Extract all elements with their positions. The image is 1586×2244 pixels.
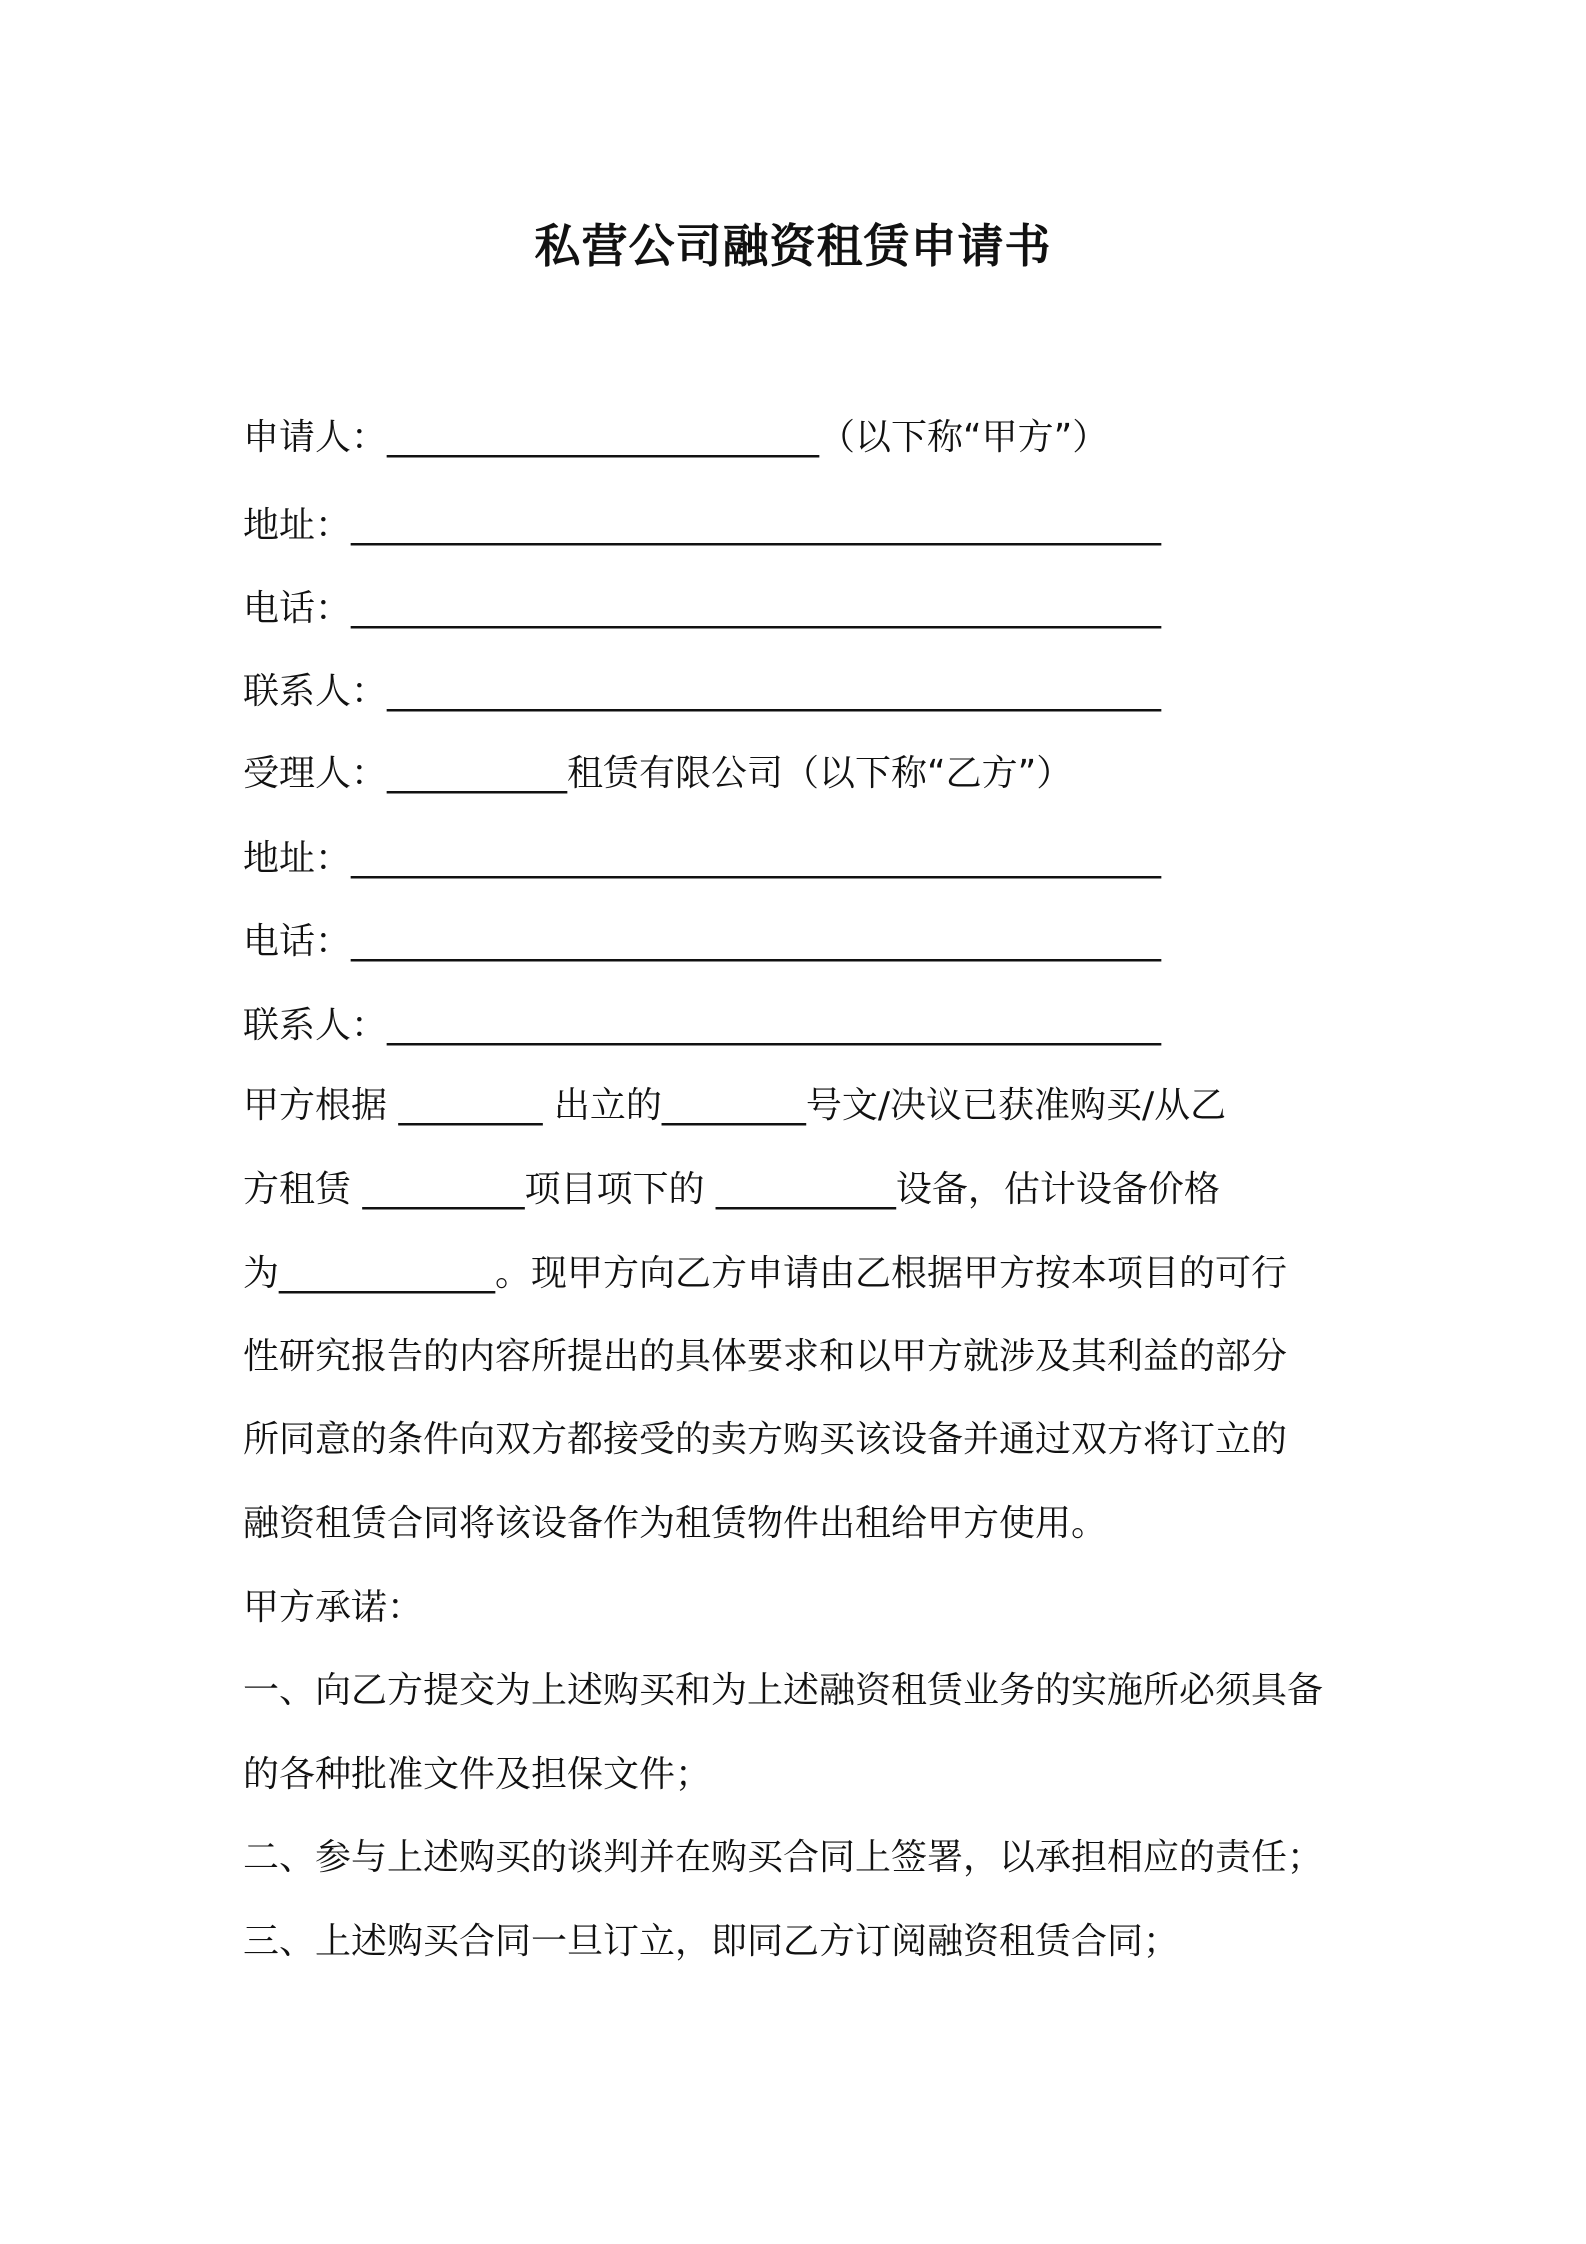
acceptor-contact-line: 联系人：___________________________________________: [243, 1005, 1162, 1046]
applicant-phone-line: 电话：_____________________________________________: [243, 588, 1162, 629]
commitment-item: 一、向乙方提交为上述购买和为上述融资租赁业务的实施所必须具备: [243, 1670, 1324, 1711]
acceptor-phone-line: 电话：_____________________________________________: [243, 921, 1162, 962]
acceptor-address-line: 地址：_____________________________________________: [243, 838, 1162, 879]
body-text-line: 甲方根据 ________ 出立的________号文/决议已获准购买/从乙: [243, 1085, 1227, 1126]
body-text-line: 方租赁 _________项目项下的 __________设备，估计设备价格: [243, 1169, 1220, 1210]
body-text-line: 为____________。现甲方向乙方申请由乙根据甲方按本项目的可行: [243, 1253, 1288, 1294]
commitment-item: 三、上述购买合同一旦订立，即同乙方订阅融资租赁合同；: [243, 1921, 1180, 1962]
body-text-line: 融资租赁合同将该设备作为租赁物件出租给甲方使用。: [243, 1503, 1108, 1544]
applicant-line: 申请人：________________________（以下称“甲方”）: [243, 417, 1109, 458]
body-text-line: 所同意的条件向双方都接受的卖方购买该设备并通过双方将订立的: [243, 1419, 1288, 1460]
commitment-item-continued: 的各种批准文件及担保文件；: [243, 1754, 712, 1795]
applicant-address-line: 地址：_____________________________________________: [243, 505, 1162, 546]
document-title: 私营公司融资租赁申请书: [534, 219, 1052, 273]
body-text-line: 性研究报告的内容所提出的具体要求和以甲方就涉及其利益的部分: [243, 1336, 1288, 1377]
applicant-contact-line: 联系人：___________________________________________: [243, 671, 1162, 712]
commitment-item: 二、参与上述购买的谈判并在购买合同上签署，以承担相应的责任；: [243, 1837, 1324, 1878]
acceptor-line: 受理人：__________租赁有限公司（以下称“乙方”）: [243, 753, 1073, 794]
commitment-heading: 甲方承诺：: [243, 1587, 424, 1628]
